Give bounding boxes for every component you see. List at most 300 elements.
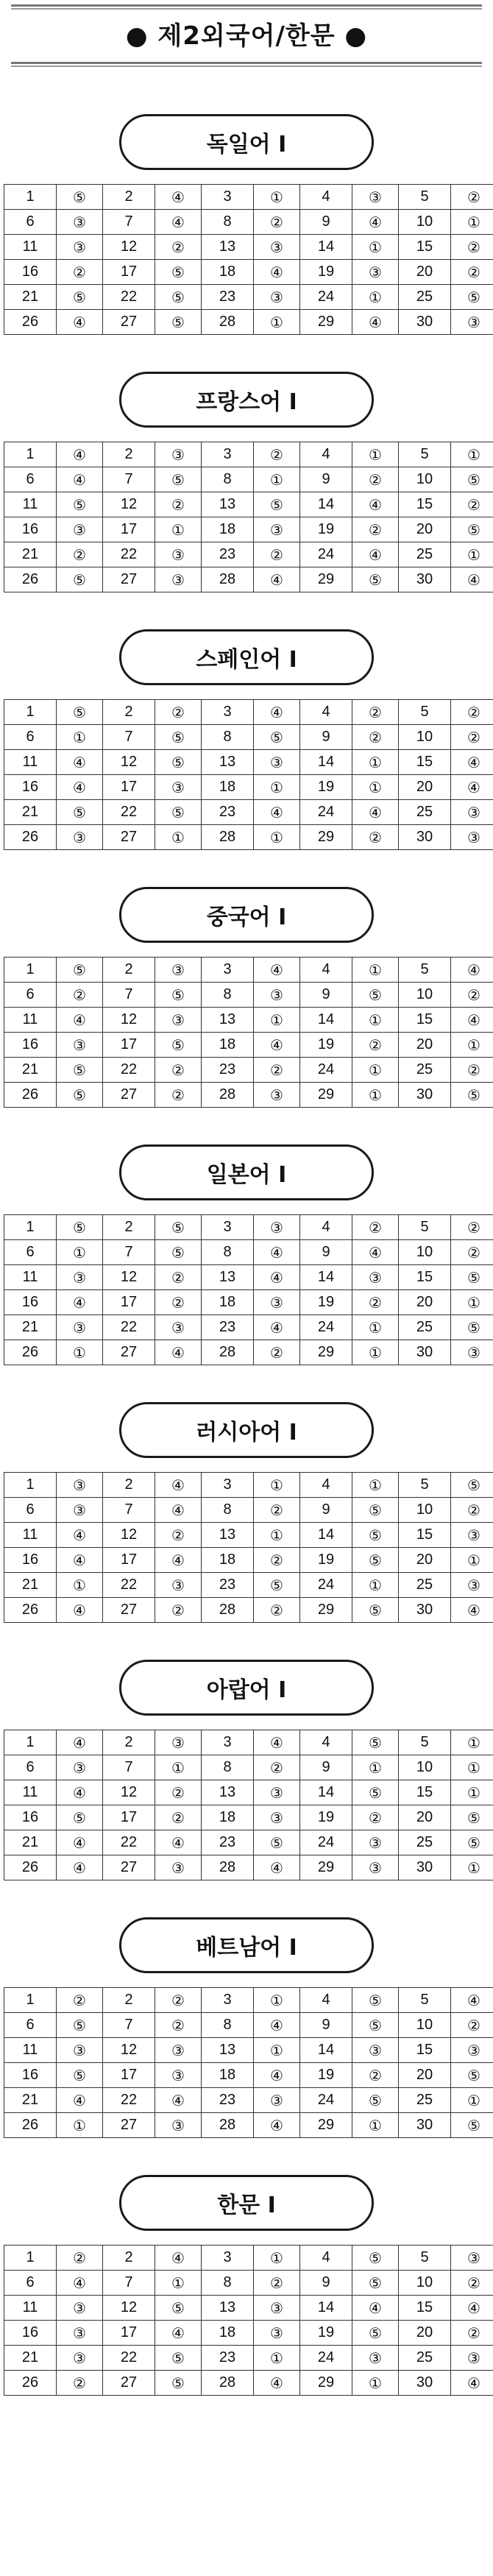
answer-choice: ④ [57, 1780, 103, 1805]
table-row [4, 700, 493, 725]
question-number: 13 [202, 492, 254, 517]
table-row [4, 958, 493, 983]
answer-choice: ④ [254, 1240, 300, 1265]
question-number: 10 [399, 1498, 451, 1523]
answer-choice: ③ [57, 1755, 103, 1780]
answer-choice: ① [254, 775, 300, 800]
question-number: 16 [4, 2321, 57, 2346]
answer-choice: ② [254, 1058, 300, 1083]
question-number: 11 [4, 235, 57, 260]
question-number: 1 [4, 442, 57, 467]
answer-choice: ② [155, 492, 202, 517]
question-number: 11 [4, 1265, 57, 1290]
question-number: 8 [202, 210, 254, 235]
answer-choice: ② [254, 1340, 300, 1365]
question-number: 20 [399, 1548, 451, 1573]
answer-choice: ⑤ [451, 1473, 493, 1498]
answer-choice: ③ [254, 2321, 300, 2346]
question-number: 7 [103, 1755, 155, 1780]
answer-choice: ② [451, 1215, 493, 1240]
answer-choice: ⑤ [352, 1548, 399, 1573]
table-row [4, 492, 493, 517]
question-number: 3 [202, 1730, 254, 1755]
answer-table [4, 1214, 493, 1365]
table-row [4, 1730, 493, 1755]
question-number: 13 [202, 235, 254, 260]
answer-choice: ③ [451, 1573, 493, 1598]
question-number: 23 [202, 1573, 254, 1598]
answer-choice: ① [352, 775, 399, 800]
subject-title: 아랍어 I [119, 1660, 374, 1716]
question-number: 5 [399, 2246, 451, 2271]
question-number: 28 [202, 2113, 254, 2138]
answer-choice: ④ [254, 1033, 300, 1058]
answer-choice: ④ [451, 775, 493, 800]
question-number: 6 [4, 2013, 57, 2038]
answer-choice: ⑤ [451, 1265, 493, 1290]
question-number: 21 [4, 542, 57, 567]
question-number: 20 [399, 260, 451, 285]
question-number: 8 [202, 725, 254, 750]
question-number: 14 [300, 2038, 352, 2063]
question-number: 8 [202, 2271, 254, 2296]
answer-choice: ④ [254, 1265, 300, 1290]
answer-choice: ⑤ [352, 1730, 399, 1755]
answer-choice: ③ [254, 1290, 300, 1315]
question-number: 6 [4, 467, 57, 492]
answer-choice: ① [352, 1340, 399, 1365]
table-row [4, 2371, 493, 2396]
answer-choice: ① [254, 1473, 300, 1498]
answer-choice: ① [352, 750, 399, 775]
table-row [4, 260, 493, 285]
answer-choice: ② [254, 1755, 300, 1780]
answer-choice: ① [254, 1988, 300, 2013]
answer-choice: ③ [57, 1033, 103, 1058]
table-row [4, 725, 493, 750]
subject-title: 일본어 I [119, 1144, 374, 1200]
answer-choice: ⑤ [451, 1083, 493, 1108]
question-number: 6 [4, 1498, 57, 1523]
answer-choice: ① [352, 442, 399, 467]
table-row [4, 2113, 493, 2138]
answer-choice: ③ [155, 2063, 202, 2088]
question-number: 30 [399, 825, 451, 850]
question-number: 25 [399, 2346, 451, 2371]
question-number: 22 [103, 2088, 155, 2113]
question-number: 15 [399, 1265, 451, 1290]
question-number: 11 [4, 1008, 57, 1033]
question-number: 10 [399, 1755, 451, 1780]
answer-choice: ④ [451, 1988, 493, 2013]
answer-choice: ⑤ [352, 2271, 399, 2296]
question-number: 17 [103, 1548, 155, 1573]
answer-choice: ④ [155, 1498, 202, 1523]
top-rule-thin [11, 8, 482, 10]
question-number: 21 [4, 800, 57, 825]
answer-choice: ④ [57, 750, 103, 775]
answer-choice: ③ [155, 2038, 202, 2063]
question-number: 26 [4, 1083, 57, 1108]
question-number: 13 [202, 750, 254, 775]
table-row [4, 1498, 493, 1523]
subject-title: 독일어 I [119, 114, 374, 170]
question-number: 9 [300, 725, 352, 750]
question-number: 11 [4, 2296, 57, 2321]
question-number: 4 [300, 958, 352, 983]
table-row [4, 1573, 493, 1598]
question-number: 20 [399, 775, 451, 800]
answer-choice: ④ [352, 1240, 399, 1265]
question-number: 6 [4, 1240, 57, 1265]
question-number: 15 [399, 750, 451, 775]
answer-choice: ① [155, 1755, 202, 1780]
question-number: 18 [202, 1805, 254, 1830]
question-number: 26 [4, 1340, 57, 1365]
answer-choice: ② [451, 725, 493, 750]
answer-choice: ③ [451, 2038, 493, 2063]
question-number: 18 [202, 1290, 254, 1315]
question-number: 28 [202, 1855, 254, 1880]
page-title: ● 제2외국어/한문 ● [125, 21, 368, 51]
answer-choice: ① [57, 1340, 103, 1365]
question-number: 19 [300, 1033, 352, 1058]
answer-choice: ① [254, 310, 300, 335]
question-number: 16 [4, 2063, 57, 2088]
question-number: 13 [202, 1265, 254, 1290]
answer-choice: ⑤ [352, 2246, 399, 2271]
question-number: 12 [103, 1265, 155, 1290]
question-number: 8 [202, 1240, 254, 1265]
answer-choice: ⑤ [451, 2063, 493, 2088]
question-number: 30 [399, 2371, 451, 2396]
question-number: 26 [4, 1598, 57, 1623]
answer-choice: ④ [57, 1290, 103, 1315]
question-number: 10 [399, 467, 451, 492]
answer-choice: ① [451, 1033, 493, 1058]
question-number: 29 [300, 1855, 352, 1880]
answer-choice: ③ [57, 1498, 103, 1523]
question-number: 24 [300, 800, 352, 825]
table-row [4, 2271, 493, 2296]
answer-choice: ⑤ [451, 285, 493, 310]
question-number: 6 [4, 725, 57, 750]
question-number: 17 [103, 517, 155, 542]
table-row [4, 542, 493, 567]
table-row [4, 1548, 493, 1573]
answer-choice: ② [57, 983, 103, 1008]
answer-choice: ② [57, 2371, 103, 2396]
answer-choice: ② [451, 1498, 493, 1523]
answer-choice: ⑤ [155, 983, 202, 1008]
answer-choice: ④ [57, 1855, 103, 1880]
answer-choice: ② [155, 1290, 202, 1315]
answer-choice: ④ [451, 567, 493, 592]
question-number: 1 [4, 958, 57, 983]
answer-choice: ③ [254, 1215, 300, 1240]
answer-choice: ④ [254, 1730, 300, 1755]
question-number: 14 [300, 2296, 352, 2321]
question-number: 28 [202, 567, 254, 592]
question-number: 2 [103, 1473, 155, 1498]
question-number: 19 [300, 1805, 352, 1830]
answer-choice: ④ [254, 1855, 300, 1880]
question-number: 14 [300, 235, 352, 260]
question-number: 17 [103, 1033, 155, 1058]
question-number: 4 [300, 442, 352, 467]
table-row [4, 983, 493, 1008]
answer-choice: ③ [254, 285, 300, 310]
answer-choice: ③ [451, 310, 493, 335]
question-number: 23 [202, 1058, 254, 1083]
question-number: 27 [103, 1855, 155, 1880]
answer-choice: ④ [451, 958, 493, 983]
question-number: 6 [4, 2271, 57, 2296]
answer-choice: ⑤ [451, 1805, 493, 1830]
answer-choice: ⑤ [57, 2013, 103, 2038]
subject-title: 러시아어 I [119, 1402, 374, 1458]
question-number: 9 [300, 1498, 352, 1523]
answer-choice: ② [451, 700, 493, 725]
answer-choice: ③ [254, 750, 300, 775]
question-number: 25 [399, 1315, 451, 1340]
answer-choice: ⑤ [57, 285, 103, 310]
question-number: 10 [399, 983, 451, 1008]
answer-choice: ② [352, 1033, 399, 1058]
answer-choice: ① [254, 467, 300, 492]
answer-choice: ① [451, 1780, 493, 1805]
answer-choice: ① [352, 1473, 399, 1498]
answer-choice: ⑤ [352, 567, 399, 592]
answer-choice: ④ [57, 1730, 103, 1755]
question-number: 8 [202, 983, 254, 1008]
question-number: 26 [4, 825, 57, 850]
question-number: 18 [202, 517, 254, 542]
question-number: 14 [300, 1780, 352, 1805]
answer-choice: ④ [451, 1598, 493, 1623]
answer-choice: ② [352, 825, 399, 850]
question-number: 30 [399, 1340, 451, 1365]
question-number: 9 [300, 2271, 352, 2296]
answer-choice: ③ [57, 1315, 103, 1340]
question-number: 29 [300, 825, 352, 850]
answer-choice: ④ [155, 2246, 202, 2271]
question-number: 22 [103, 800, 155, 825]
answer-table [4, 1987, 493, 2138]
question-number: 18 [202, 775, 254, 800]
answer-choice: ⑤ [155, 260, 202, 285]
question-number: 4 [300, 1988, 352, 2013]
answer-choice: ④ [57, 1830, 103, 1855]
answer-choice: ② [451, 185, 493, 210]
answer-choice: ④ [57, 310, 103, 335]
question-number: 9 [300, 467, 352, 492]
table-row [4, 2013, 493, 2038]
table-row [4, 750, 493, 775]
question-number: 16 [4, 775, 57, 800]
table-row [4, 1315, 493, 1340]
question-number: 2 [103, 1215, 155, 1240]
answer-choice: ③ [254, 517, 300, 542]
question-number: 19 [300, 775, 352, 800]
question-number: 22 [103, 285, 155, 310]
answer-choice: ① [451, 2088, 493, 2113]
question-number: 22 [103, 1830, 155, 1855]
table-row [4, 2063, 493, 2088]
table-row [4, 1083, 493, 1108]
answer-choice: ① [254, 825, 300, 850]
answer-choice: ② [352, 517, 399, 542]
question-number: 24 [300, 1830, 352, 1855]
answer-choice: ④ [451, 2296, 493, 2321]
answer-choice: ② [155, 1523, 202, 1548]
answer-choice: ① [155, 2271, 202, 2296]
question-number: 9 [300, 1755, 352, 1780]
answer-choice: ① [352, 1755, 399, 1780]
answer-choice: ③ [352, 1265, 399, 1290]
question-number: 15 [399, 235, 451, 260]
question-number: 15 [399, 1780, 451, 1805]
answer-choice: ⑤ [57, 1058, 103, 1083]
answer-choice: ⑤ [57, 1215, 103, 1240]
answer-choice: ⑤ [254, 1830, 300, 1855]
table-row [4, 1290, 493, 1315]
question-number: 12 [103, 492, 155, 517]
answer-choice: ② [451, 983, 493, 1008]
answer-choice: ① [57, 725, 103, 750]
question-number: 22 [103, 2346, 155, 2371]
question-number: 27 [103, 825, 155, 850]
question-number: 16 [4, 1805, 57, 1830]
question-number: 19 [300, 1548, 352, 1573]
answer-choice: ② [352, 700, 399, 725]
table-row [4, 1008, 493, 1033]
question-number: 27 [103, 1083, 155, 1108]
question-number: 11 [4, 1523, 57, 1548]
answer-choice: ② [155, 1988, 202, 2013]
answer-choice: ③ [254, 983, 300, 1008]
answer-choice: ① [352, 1083, 399, 1108]
answer-choice: ④ [254, 1315, 300, 1340]
question-number: 28 [202, 1340, 254, 1365]
answer-choice: ④ [254, 567, 300, 592]
question-number: 8 [202, 2013, 254, 2038]
question-number: 2 [103, 700, 155, 725]
question-number: 18 [202, 1033, 254, 1058]
answer-choice: ④ [451, 750, 493, 775]
question-number: 17 [103, 1290, 155, 1315]
question-number: 23 [202, 800, 254, 825]
answer-choice: ③ [352, 1830, 399, 1855]
answer-choice: ⑤ [155, 285, 202, 310]
top-rule [11, 4, 482, 7]
answer-choice: ① [451, 210, 493, 235]
answer-choice: ⑤ [57, 185, 103, 210]
table-row [4, 1340, 493, 1365]
answer-choice: ⑤ [451, 2113, 493, 2138]
question-number: 22 [103, 1573, 155, 1598]
answer-choice: ⑤ [352, 1598, 399, 1623]
subject-title: 한문 I [119, 2175, 374, 2231]
question-number: 5 [399, 1473, 451, 1498]
answer-choice: ② [451, 492, 493, 517]
answer-choice: ③ [57, 2321, 103, 2346]
answer-choice: ④ [57, 1598, 103, 1623]
question-number: 30 [399, 1598, 451, 1623]
table-row [4, 517, 493, 542]
question-number: 13 [202, 2038, 254, 2063]
answer-choice: ② [352, 1290, 399, 1315]
question-number: 1 [4, 700, 57, 725]
question-number: 3 [202, 185, 254, 210]
table-row [4, 2321, 493, 2346]
answer-choice: ② [451, 2321, 493, 2346]
question-number: 18 [202, 2063, 254, 2088]
answer-choice: ⑤ [352, 983, 399, 1008]
question-number: 13 [202, 2296, 254, 2321]
answer-choice: ⑤ [451, 1830, 493, 1855]
answer-choice: ⑤ [57, 1083, 103, 1108]
question-number: 30 [399, 2113, 451, 2138]
question-number: 5 [399, 1730, 451, 1755]
question-number: 26 [4, 567, 57, 592]
question-number: 25 [399, 1058, 451, 1083]
question-number: 5 [399, 1215, 451, 1240]
table-row [4, 1805, 493, 1830]
table-row [4, 1780, 493, 1805]
answer-choice: ③ [254, 2088, 300, 2113]
answer-choice: ① [352, 1058, 399, 1083]
question-number: 25 [399, 800, 451, 825]
answer-choice: ⑤ [451, 517, 493, 542]
answer-choice: ① [254, 1008, 300, 1033]
question-number: 24 [300, 2088, 352, 2113]
question-number: 27 [103, 1340, 155, 1365]
answer-choice: ⑤ [352, 1523, 399, 1548]
answer-choice: ① [352, 1315, 399, 1340]
question-number: 21 [4, 1573, 57, 1598]
question-number: 16 [4, 1290, 57, 1315]
question-number: 2 [103, 185, 155, 210]
page-header [11, 0, 482, 71]
table-row [4, 1855, 493, 1880]
answer-choice: ① [451, 442, 493, 467]
answer-choice: ① [57, 1240, 103, 1265]
answer-choice: ④ [155, 1830, 202, 1855]
answer-choice: ② [155, 700, 202, 725]
answer-choice: ⑤ [57, 958, 103, 983]
answer-choice: ④ [254, 2063, 300, 2088]
question-number: 26 [4, 1855, 57, 1880]
answer-choice: ④ [57, 2088, 103, 2113]
answer-choice: ① [451, 542, 493, 567]
answer-choice: ④ [155, 210, 202, 235]
question-number: 21 [4, 1315, 57, 1340]
question-number: 24 [300, 1315, 352, 1340]
answer-choice: ② [352, 725, 399, 750]
answer-choice: ② [155, 235, 202, 260]
answer-choice: ④ [57, 775, 103, 800]
answer-choice: ⑤ [155, 725, 202, 750]
answer-choice: ⑤ [352, 2321, 399, 2346]
question-number: 23 [202, 2088, 254, 2113]
answer-choice: ③ [352, 2346, 399, 2371]
answer-choice: ② [155, 1265, 202, 1290]
answer-choice: ③ [57, 235, 103, 260]
question-number: 3 [202, 1988, 254, 2013]
question-number: 7 [103, 467, 155, 492]
question-number: 23 [202, 1315, 254, 1340]
